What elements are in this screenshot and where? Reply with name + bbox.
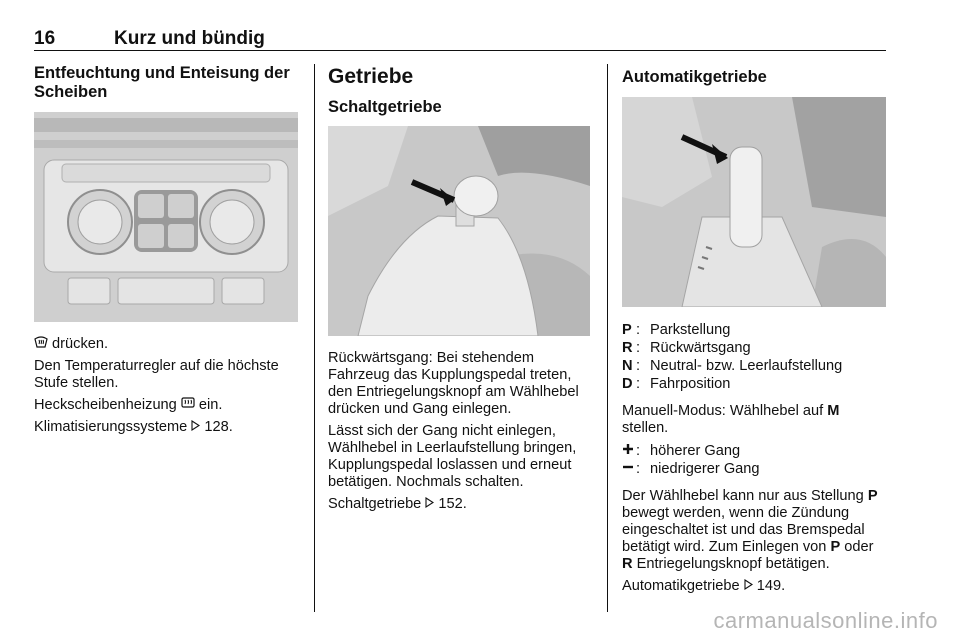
column-defrost	[34, 64, 300, 441]
windscreen-defrost-icon	[34, 336, 48, 353]
automatic-selector-illustration	[622, 97, 886, 307]
watermark: carmanualsonline.info	[713, 608, 938, 633]
list-item: : höherer Gang	[622, 442, 888, 460]
climate-control-illustration	[34, 112, 298, 322]
page-header	[34, 28, 886, 51]
list-item: P : Parkstellung	[622, 322, 731, 338]
paragraph-selector-lock: Der Wählhebel kann nur aus Stellung P bewegt werden, wenn die Zündung eingeschaltet ist und das Bremspedal betätigt wird. Zum Einlegen von P oder R Entriegelungsknopf betätigen.	[622, 488, 878, 572]
list-item: D : Fahrposition	[622, 376, 731, 392]
paragraph-manual-mode: Manuell-Modus: Wählhebel auf M stellen.	[622, 403, 840, 436]
manual-gear-lever-illustration	[328, 126, 590, 336]
column-divider	[314, 64, 315, 612]
selector-positions-list	[622, 321, 888, 393]
page-number: 16	[34, 28, 56, 49]
paragraph-gearbox-ref: Schaltgetriebe 152.	[328, 496, 467, 512]
list-item: N : Neutral- bzw. Leerlaufstellung	[622, 358, 843, 374]
paragraph-windscreen-button: drücken.	[34, 336, 300, 353]
minus-icon	[622, 460, 636, 478]
paragraph-gear-engage: Lässt sich der Gang nicht einlegen, Wählhebel in Leerlaufstellung bringen, Kupplungspedal loslassen und erneut betätigen. Nochmals schalten.	[328, 423, 577, 490]
column-gearbox	[328, 64, 590, 518]
paragraph-automatic-ref: Automatikgetriebe 149.	[622, 578, 786, 594]
column-divider	[607, 64, 608, 612]
paragraph-temperature: Den Temperaturregler auf die höchste Stufe stellen.	[34, 358, 279, 391]
paragraph-climate-ref: Klimatisierungssysteme 128.	[34, 419, 233, 435]
rear-window-heating-icon	[181, 397, 195, 414]
paragraph-rear-heating: Heckscheibenheizung ein.	[34, 397, 223, 413]
paragraph-reverse: Rückwärtsgang: Bei stehendem Fahrzeug das Kupplungspedal treten, den Entriegelungsknopf am Wählhebel drücken und Gang einlegen.	[328, 350, 579, 417]
manual-mode-list	[622, 442, 888, 478]
page-reference-icon	[425, 496, 434, 513]
section-heading-gearbox: Getriebe	[328, 65, 414, 88]
section-heading-defrost: Entfeuchtung und Enteisung der Scheiben	[34, 64, 290, 101]
page-reference-icon	[744, 578, 753, 595]
subheading-manual: Schaltgetriebe	[328, 98, 442, 116]
section-heading-automatic: Automatikgetriebe	[622, 68, 767, 86]
list-item: R : Rückwärtsgang	[622, 340, 751, 356]
page-reference-icon	[191, 419, 200, 436]
column-automatic	[622, 64, 888, 600]
page-title: Kurz und bündig	[114, 28, 265, 49]
plus-icon	[622, 442, 636, 460]
list-item: : niedrigerer Gang	[622, 460, 888, 478]
